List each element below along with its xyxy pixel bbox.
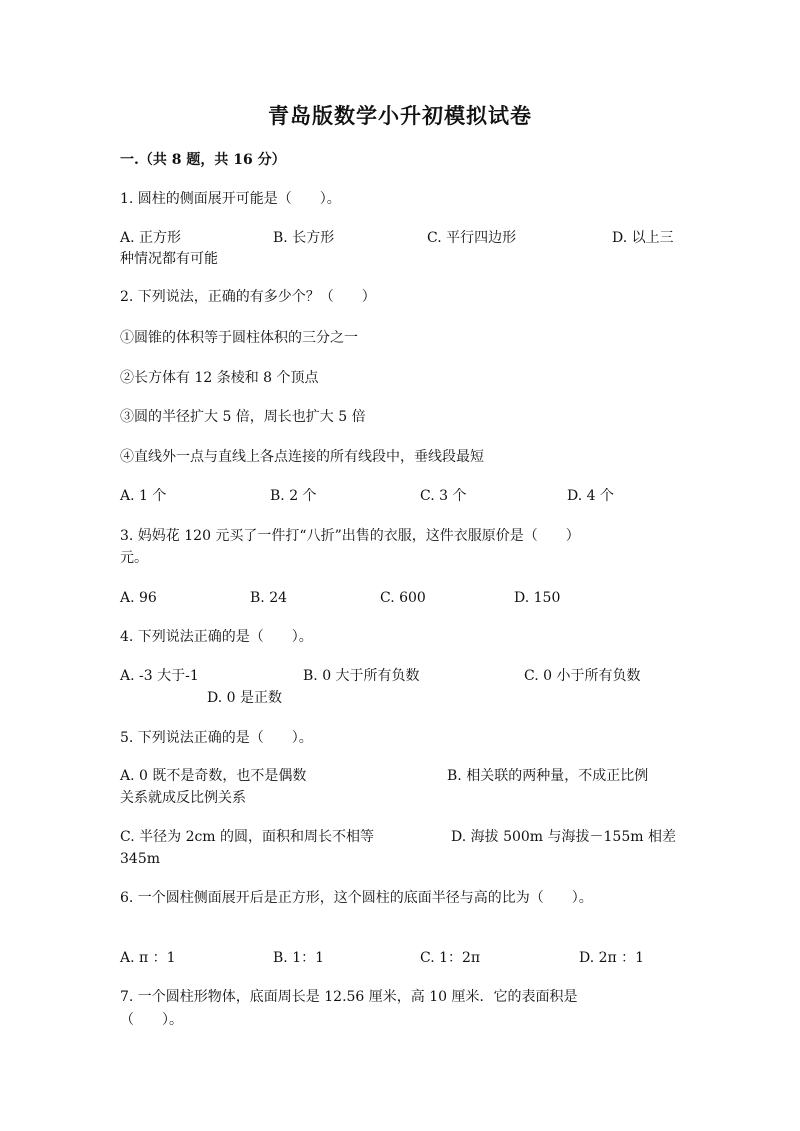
q5-option-b: B. 相关联的两种量，不成正比例	[447, 768, 649, 784]
q5-option-b-wrap: 关系就成反比例关系	[120, 790, 246, 806]
section-heading: 一.（共 8 题，共 16 分）	[120, 152, 286, 168]
q3-option-b: B. 24	[250, 590, 288, 606]
q2-statement-2: ②长方体有 12 条棱和 8 个顶点	[120, 370, 319, 386]
q5-option-d: D. 海拔 500m 与海拔－155m 相差	[451, 829, 676, 845]
q6-option-d: D. 2π ：1	[579, 950, 645, 966]
q1-option-b: B. 长方形	[273, 230, 335, 246]
q6-option-c: C. 1：2π	[420, 950, 481, 966]
question-7-wrap: （ ）。	[120, 1012, 183, 1028]
page-title: 青岛版数学小升初模拟试卷	[268, 103, 532, 128]
q5-option-d-wrap: 345m	[120, 851, 160, 867]
q2-statement-1: ①圆锥的体积等于圆柱体积的三分之一	[120, 330, 358, 346]
q3-option-d: D. 150	[514, 590, 561, 606]
q4-option-c: C. 0 小于所有负数	[524, 668, 641, 684]
question-3-stem: 3. 妈妈花 120 元买了一件打“八折”出售的衣服，这件衣服原价是（ ）	[120, 528, 580, 544]
q5-option-a: A. 0 既不是奇数，也不是偶数	[120, 768, 307, 784]
q3-option-a: A. 96	[120, 590, 157, 606]
q2-option-c: C. 3 个	[420, 488, 467, 504]
question-6-stem: 6. 一个圆柱侧面展开后是正方形，这个圆柱的底面半径与高的比为（ ）。	[120, 890, 593, 906]
q4-option-a: A. -3 大于-1	[120, 668, 199, 684]
q2-statement-3: ③圆的半径扩大 5 倍，周长也扩大 5 倍	[120, 409, 366, 425]
q4-option-b: B. 0 大于所有负数	[303, 668, 420, 684]
question-5-stem: 5. 下列说法正确的是（ ）。	[120, 730, 313, 746]
q2-option-b: B. 2 个	[270, 488, 317, 504]
q2-option-a: A. 1 个	[120, 488, 167, 504]
question-1-stem: 1. 圆柱的侧面展开可能是（ ）。	[120, 191, 341, 207]
q1-option-c: C. 平行四边形	[427, 230, 517, 246]
q1-option-d: D. 以上三	[612, 230, 674, 246]
question-2-stem: 2. 下列说法，正确的有多少个？（ ）	[120, 289, 376, 305]
q2-statement-4: ④直线外一点与直线上各点连接的所有线段中，垂线段最短	[120, 449, 484, 465]
question-3-wrap: 元。	[120, 550, 148, 566]
question-7-stem: 7. 一个圆柱形物体，底面周长是 12.56 厘米，高 10 厘米．它的表面积是	[120, 989, 578, 1005]
q3-option-c: C. 600	[380, 590, 426, 606]
q1-option-d-wrap: 种情况都有可能	[120, 251, 218, 267]
q5-option-c: C. 半径为 2cm 的圆，面积和周长不相等	[120, 829, 375, 845]
q4-option-d: D. 0 是正数	[207, 690, 282, 706]
q2-option-d: D. 4 个	[567, 488, 614, 504]
question-4-stem: 4. 下列说法正确的是（ ）。	[120, 629, 313, 645]
q6-option-a: A. π ：1	[120, 950, 176, 966]
q6-option-b: B. 1：1	[273, 950, 325, 966]
q1-option-a: A. 正方形	[120, 230, 182, 246]
